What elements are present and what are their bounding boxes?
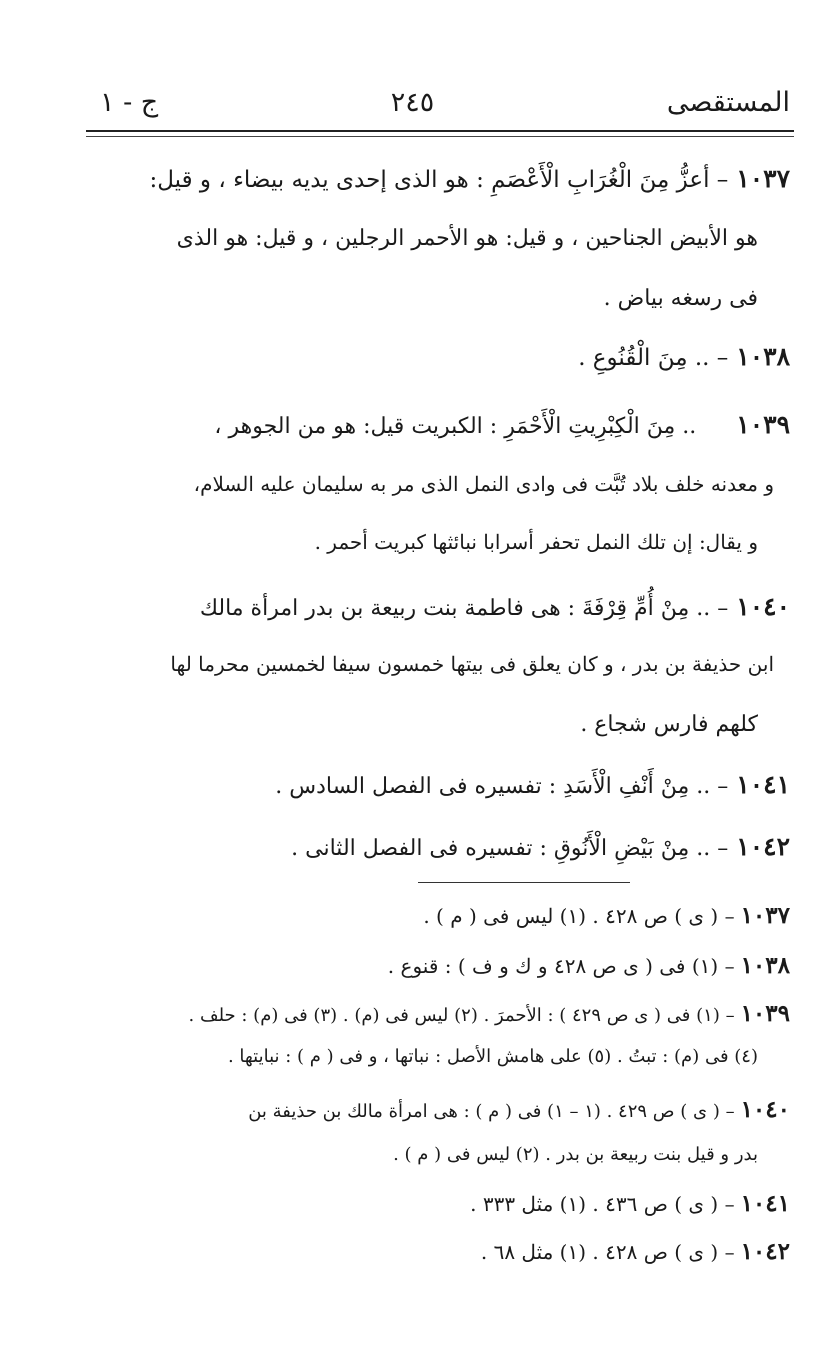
- entry-number: ١٠٣٨: [736, 342, 790, 371]
- footnote-1039-cont: (٤) فى (م) : تبتُ . (٥) على هامش الأصل : نباتها ، و فى ( م ) : نبايتها .: [227, 1046, 758, 1067]
- entry-text: – .. مِنْ بَيْضِ الْأَنُوقِ : تفسيره فى الفصل الثانى .: [291, 836, 729, 861]
- entry-1037-line-2: هو الأبيض الجناحين ، و قيل: هو الأحمر الرجلين ، و قيل: هو الذى: [176, 226, 758, 251]
- footnote-1041: ١٠٤١– ( ى ) ص ٤٣٦ . (١) مثل ٣٣٣ .: [470, 1190, 790, 1217]
- footnote-1042: ١٠٤٢– ( ى ) ص ٤٢٨ . (١) مثل ٦٨ .: [480, 1238, 790, 1265]
- header-rule: [86, 130, 794, 132]
- footnote-1039: ١٠٣٩– (١) فى ( ى ص ٤٢٩ ) : الأحمرَ . (٢) ليس فى (م) . (٣) فى (م) : حلف .: [188, 1000, 790, 1027]
- footnote-1040-cont: بدر و قيل بنت ربيعة بن بدر . (٢) ليس فى ( م ) .: [393, 1144, 758, 1165]
- entry-1037-line-3: فى رسغه بياض .: [603, 286, 758, 311]
- entry-1041: [275, 770, 790, 799]
- entry-1042: [291, 832, 790, 861]
- entry-1040-line-2: ابن حذيفة بن بدر ، و كان يعلق فى بيتها خمسون سيفا لخمسين محرما لها: [170, 652, 774, 676]
- entry-1038: [578, 342, 790, 371]
- entry-text: .. مِنَ الْكِبْرِيتِ الْأَحْمَرِ : الكبريت قيل: هو من الجوهر ،: [214, 414, 697, 439]
- book-title: المستقصى: [666, 86, 790, 118]
- page-number: ٢٤٥: [390, 86, 435, 118]
- footnote-1040: ١٠٤٠– ( ى ) ص ٤٢٩ . (١ – ١) فى ( م ) : هى امرأة مالك بن حذيفة بن: [248, 1096, 790, 1123]
- running-header: [100, 82, 790, 122]
- entry-1037-line-1: [150, 164, 790, 193]
- entry-number: ١٠٣٧: [736, 164, 790, 193]
- entry-1040-line-3: كلهم فارس شجاع .: [580, 712, 758, 737]
- entry-1039-line-1: [214, 410, 790, 439]
- footnote-1037: ١٠٣٧– ( ى ) ص ٤٢٨ . (١) ليس فى ( م ) .: [423, 902, 790, 929]
- entry-text: – .. مِنْ أُمِّ قِرْفَةَ : هى فاطمة بنت ربيعة بن بدر امرأة مالك: [199, 596, 729, 621]
- entry-text: – .. مِنْ أَنْفِ الْأَسَدِ : تفسيره فى الفصل السادس .: [275, 774, 729, 799]
- entry-1039-line-2: و معدنه خلف بلاد تُبَّت فى وادى النمل الذى مر به سليمان عليه السلام،: [193, 472, 774, 496]
- entry-number: ١٠٤٠: [736, 592, 790, 621]
- footnote-rule: [418, 882, 630, 883]
- entry-text: – .. مِنَ الْقُنُوعِ .: [578, 345, 729, 371]
- entry-1039-line-3: و يقال: إن تلك النمل تحفر أسرابا نبائثها كبريت أحمر .: [314, 530, 758, 554]
- entry-number: ١٠٣٩: [736, 410, 790, 439]
- entry-1040-line-1: [200, 592, 790, 621]
- header-rule-thin: [86, 136, 794, 137]
- volume-label: ج - ١: [100, 86, 159, 118]
- entry-number: ١٠٤١: [736, 770, 790, 799]
- entry-text: – أعزُّ مِنَ الْغُرَابِ الْأَعْصَمِ : هو الذى إحدى يديه بيضاء ، و قيل:: [149, 167, 729, 193]
- entry-number: ١٠٤٢: [736, 832, 790, 861]
- footnote-1038: ١٠٣٨– (١) فى ( ى ص ٤٢٨ و ك و ف ) : قنوع .: [387, 952, 790, 979]
